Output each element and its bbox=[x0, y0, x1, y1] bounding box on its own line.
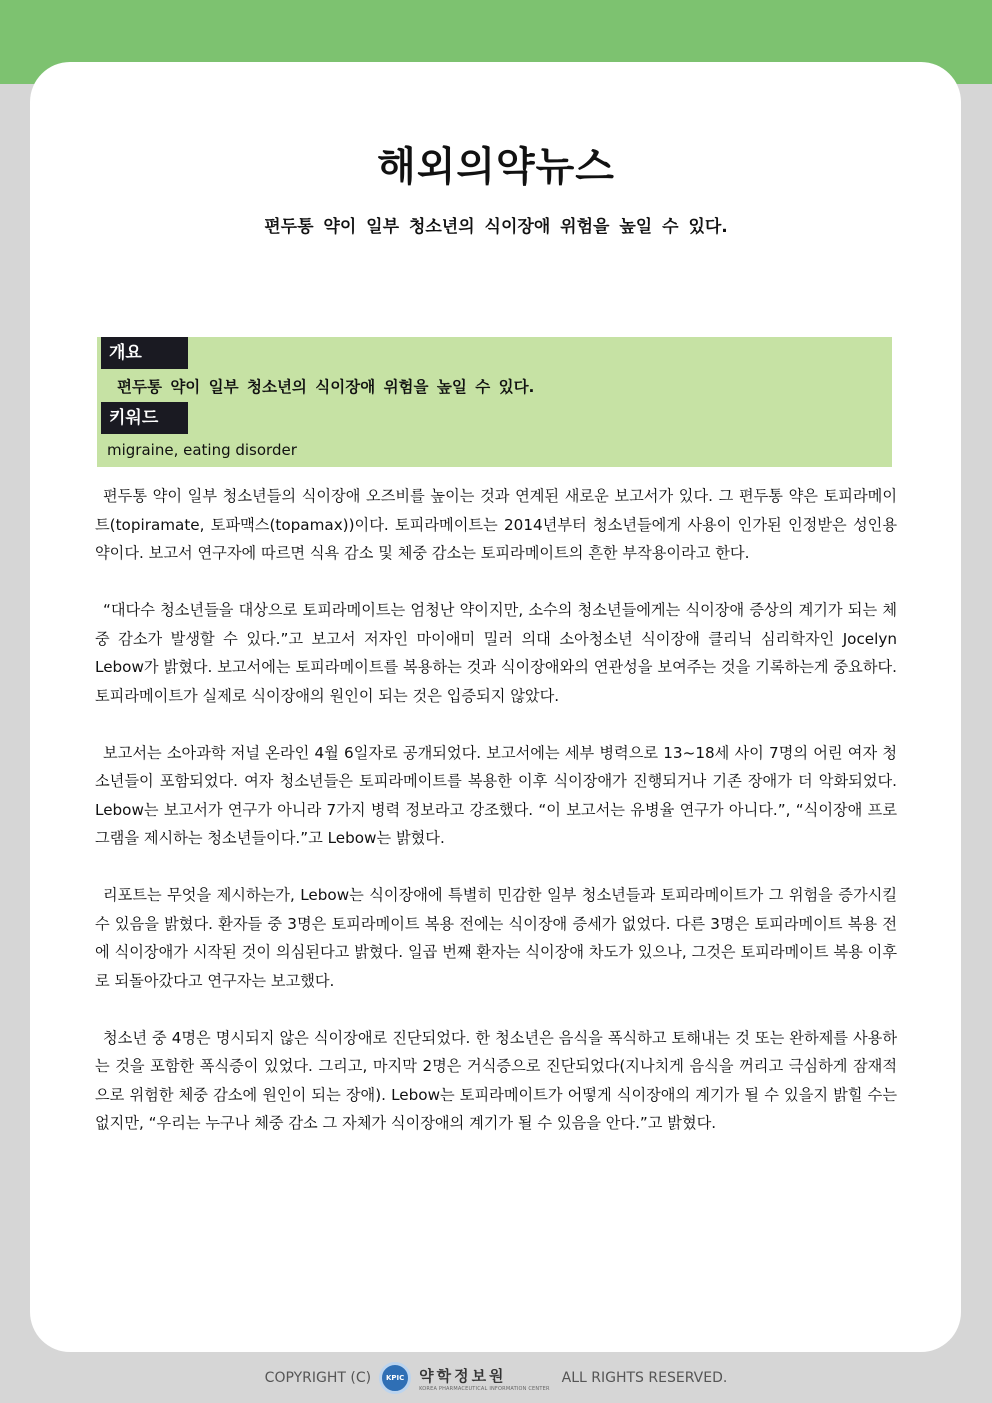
kpic-logo-icon: KPIC bbox=[379, 1362, 411, 1394]
overview-label: 개요 bbox=[101, 337, 188, 369]
article-subtitle: 편두통 약이 일부 청소년의 식이장애 위험을 높일 수 있다. bbox=[264, 217, 728, 237]
overview-text: 편두통 약이 일부 청소년의 식이장애 위험을 높일 수 있다. bbox=[117, 378, 535, 396]
copyright-text: COPYRIGHT (C) bbox=[264, 1370, 372, 1386]
body-paragraph-1: 편두통 약이 일부 청소년들의 식이장애 오즈비를 높이는 것과 연계된 새로운 보고서가 있다. 그 편두통 약은 토피라메이트(topiramate, 토파맥스(topamax))이다. 토피라메이트는 2014년부터 청소년들에게 사용이 인가된 인정받은 성인용 약이다. 보고서 연구자에 따르면 식욕 감소 및 체중 감소는 토피라메이트의 흔한 부작용이라고 한다. bbox=[95, 487, 897, 562]
body-paragraph-4: 리포트는 무엇을 제시하는가, Lebow는 식이장애에 특별히 민감한 일부 청소년들과 토피라메이트가 그 위험을 증가시킬 수 있음을 밝혔다. 환자들 중 3명은 토피라메이트 복용 전에는 식이장애 증세가 없었다. 다른 3명은 토피라메이트 복용 전에 식이장애가 시작된 것이 의심된다고 밝혔다. 일곱 번째 환자는 식이장애 차도가 있으나, 그것은 토피라메이트 복용 이후로 되돌아갔다고 연구자는 보고했다. bbox=[95, 886, 897, 990]
page-title: 해외의약뉴스 bbox=[377, 144, 615, 190]
body-paragraph-2: “대다수 청소년들을 대상으로 토피라메이트는 엄청난 약이지만, 소수의 청소년들에게는 식이장애 증상의 계기가 되는 체중 감소가 발생할 수 있다.”고 보고서 저자인 마이애미 밀러 의대 소아청소년 식이장애 클리닉 심리학자인 Jocelyn Lebow가 밝혔다. 보고서에는 토피라메이트를 복용하는 것과 식이장애와의 연관성을 보여주는 것을 기록하는게 중요하다. 토피라메이트가 실제로 식이장애의 원인이 되는 것은 입증되지 않았다. bbox=[95, 601, 897, 705]
org-name: 약학정보원 bbox=[419, 1366, 507, 1385]
footer bbox=[0, 1358, 992, 1398]
summary-box bbox=[97, 337, 892, 467]
org-logo-text bbox=[419, 1365, 550, 1392]
org-english-name: KOREA PHARMACEUTICAL INFORMATION CENTER bbox=[419, 1385, 550, 1392]
body-paragraph-5: 청소년 중 4명은 명시되지 않은 식이장애로 진단되었다. 한 청소년은 음식을 폭식하고 토해내는 것 또는 완하제를 사용하는 것을 포함한 폭식증이 있었다. 그리고, 마지막 2명은 거식증으로 진단되었다(지나치게 음식을 꺼리고 극심하게 잠재적으로 위험한 체중 감소에 원인이 되는 장애). Lebow는 토피라메이트가 어떻게 식이장애의 계기가 될 수 있을지 밝힐 수는 없지만, “우리는 누구나 체중 감소 그 자체가 식이장애의 계기가 될 수 있음을 안다.”고 밝혔다. bbox=[95, 1028, 897, 1132]
keyword-text: migraine, eating disorder bbox=[107, 441, 297, 459]
body-paragraph-3: 보고서는 소아과학 저널 온라인 4월 6일자로 공개되었다. 보고서에는 세부 병력으로 13~18세 사이 7명의 어린 여자 청소년들이 포함되었다. 여자 청소년들은 토피라메이트를 복용한 이후 식이장애가 진행되거나 기존 장애가 더 악화되었다. Lebow는 보고서가 연구가 아니라 7가지 병력 정보라고 강조했다. “이 보고서는 유병율 연구가 아니다.”, “식이장애 프로그램을 제시하는 청소년들이다.”고 Lebow는 밝혔다. bbox=[95, 743, 897, 847]
keyword-label: 키워드 bbox=[101, 402, 188, 434]
article-body bbox=[95, 482, 897, 1166]
rights-text: ALL RIGHTS RESERVED. bbox=[561, 1370, 728, 1386]
